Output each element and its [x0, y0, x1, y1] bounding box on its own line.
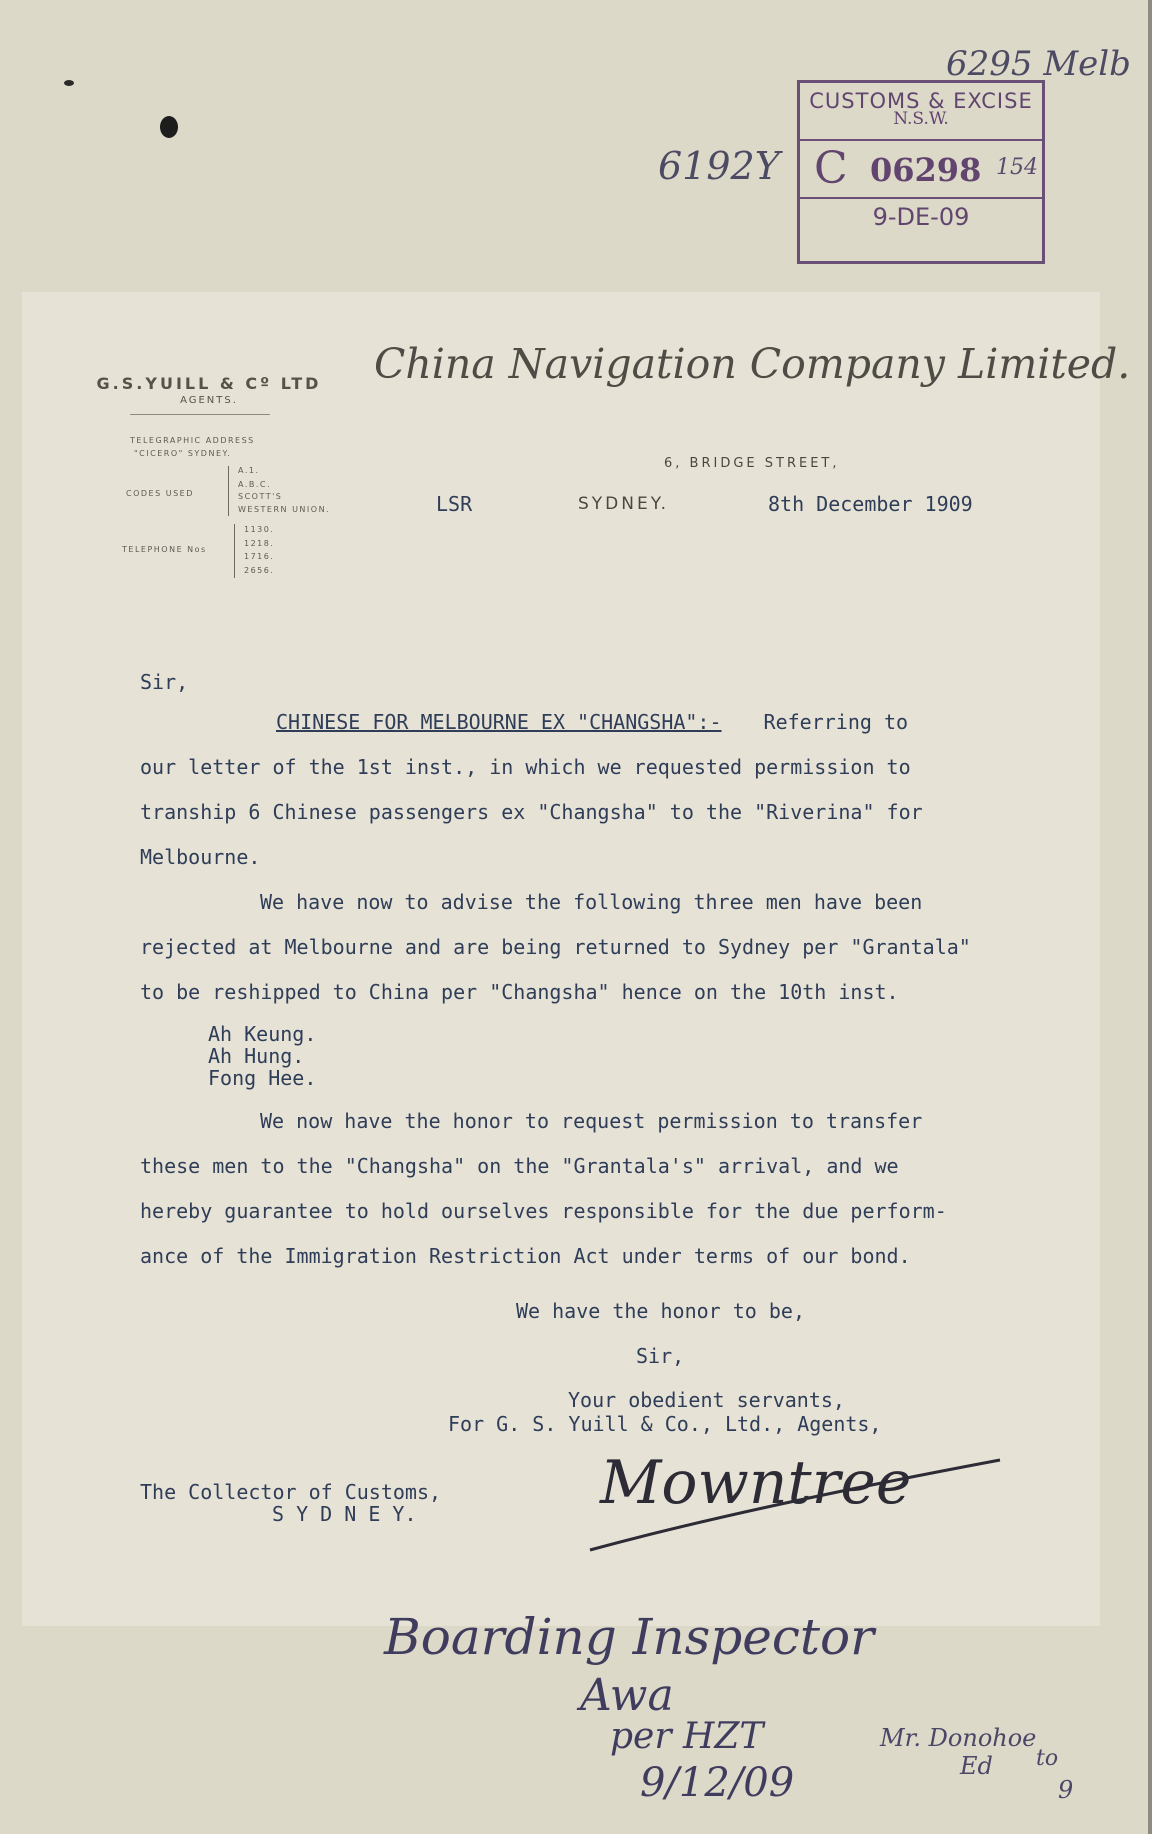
- code-item: SCOTT'S: [238, 492, 283, 501]
- customs-stamp: [797, 80, 1045, 264]
- punch-hole: [160, 116, 178, 138]
- paragraph-line: Melbourne.: [140, 845, 261, 869]
- side-note: to: [1036, 1746, 1059, 1771]
- paragraph-line: our letter of the 1st inst., in which we requested permission to: [140, 755, 911, 779]
- closing-line: We have the honor to be,: [516, 1299, 805, 1323]
- telephone-item: 2656.: [244, 566, 275, 575]
- paragraph-line: ance of the Immigration Restriction Act under terms of our bond.: [140, 1244, 911, 1268]
- closing-firm: For G. S. Yuill & Co., Ltd., Agents,: [448, 1412, 882, 1436]
- paragraph-line: rejected at Melbourne and are being returned to Sydney per "Grantala": [140, 935, 971, 959]
- per-note: per HZT: [610, 1716, 764, 1757]
- paragraph-line: to be reshipped to China per "Changsha" hence on the 10th inst.: [140, 980, 899, 1004]
- paragraph-text: Referring to: [763, 710, 909, 734]
- city: SYDNEY.: [578, 494, 670, 514]
- passenger-name: Ah Keung.: [208, 1022, 317, 1046]
- salutation: Sir,: [140, 670, 189, 694]
- stamp-date: 9-DE-09: [872, 203, 970, 231]
- addressee: The Collector of Customs,: [140, 1480, 442, 1504]
- code-item: WESTERN UNION.: [238, 505, 331, 514]
- addressee-city: S Y D N E Y.: [272, 1502, 417, 1526]
- side-note: Mr. Donohoe: [880, 1724, 1037, 1752]
- boarding-inspector-note: Boarding Inspector: [384, 1608, 874, 1666]
- agent-role: AGENTS.: [180, 395, 238, 406]
- side-note: Ed: [960, 1752, 993, 1780]
- telephone-item: 1716.: [244, 552, 275, 561]
- date-note: 9/12/09: [640, 1760, 795, 1806]
- letter-date: 8th December 1909: [768, 492, 973, 516]
- agent-name: G.S.YUILL & Cº LTD: [96, 374, 322, 393]
- subject-line: CHINESE FOR MELBOURNE EX "CHANGSHA":-: [276, 710, 722, 734]
- telegraphic-value: "CICERO" SYDNEY.: [134, 449, 232, 458]
- street-address: 6, BRIDGE STREET,: [664, 456, 840, 471]
- brace: [228, 466, 229, 516]
- letter-body: [140, 670, 1080, 1279]
- passenger-name: Ah Hung.: [208, 1044, 305, 1068]
- initials-note: Awa: [580, 1670, 674, 1721]
- codes-label: CODES USED: [126, 489, 194, 498]
- telephone-item: 1130.: [244, 525, 275, 534]
- paragraph-line: We now have the honor to request permission to transfer: [260, 1109, 923, 1133]
- brace: [234, 524, 235, 578]
- file-number-annotation: 6192Y: [658, 144, 780, 188]
- paragraph-line: these men to the "Changsha" on the "Grantala's" arrival, and we: [140, 1154, 899, 1178]
- ink-mark: [64, 80, 74, 86]
- stamp-letter: C: [814, 143, 848, 194]
- telephone-item: 1218.: [244, 539, 275, 548]
- stamp-number: 06298: [870, 151, 982, 189]
- top-right-annotation: 6295 Melb: [946, 44, 1131, 84]
- divider: [130, 414, 270, 415]
- closing-sir: Sir,: [636, 1344, 685, 1368]
- company-name: China Navigation Company Limited.: [374, 340, 1131, 388]
- side-note: 9: [1058, 1776, 1074, 1804]
- reference-code: LSR: [436, 492, 473, 516]
- paragraph-line: hereby guarantee to hold ourselves responsible for the due perform-: [140, 1199, 947, 1223]
- agent-block: [90, 374, 328, 406]
- telephone-label: TELEPHONE Nos: [122, 545, 207, 554]
- code-item: A.1.: [238, 466, 260, 475]
- telegraphic-label: TELEGRAPHIC ADDRESS: [130, 436, 255, 445]
- paragraph-line: We have now to advise the following three men have been: [260, 890, 923, 914]
- passenger-name: Fong Hee.: [208, 1066, 317, 1090]
- stamp-subtitle: N.S.W.: [893, 109, 949, 129]
- stamp-title: CUSTOMS & EXCISE: [809, 89, 1033, 113]
- paragraph-line: tranship 6 Chinese passengers ex "Changsha" to the "Riverina" for: [140, 800, 923, 824]
- closing-servants: Your obedient servants,: [568, 1388, 845, 1412]
- signature: Mowntree: [600, 1448, 912, 1518]
- stamp-handwritten: 154: [996, 155, 1038, 180]
- code-item: A.B.C.: [238, 480, 272, 489]
- signature-flourish: [580, 1450, 1010, 1560]
